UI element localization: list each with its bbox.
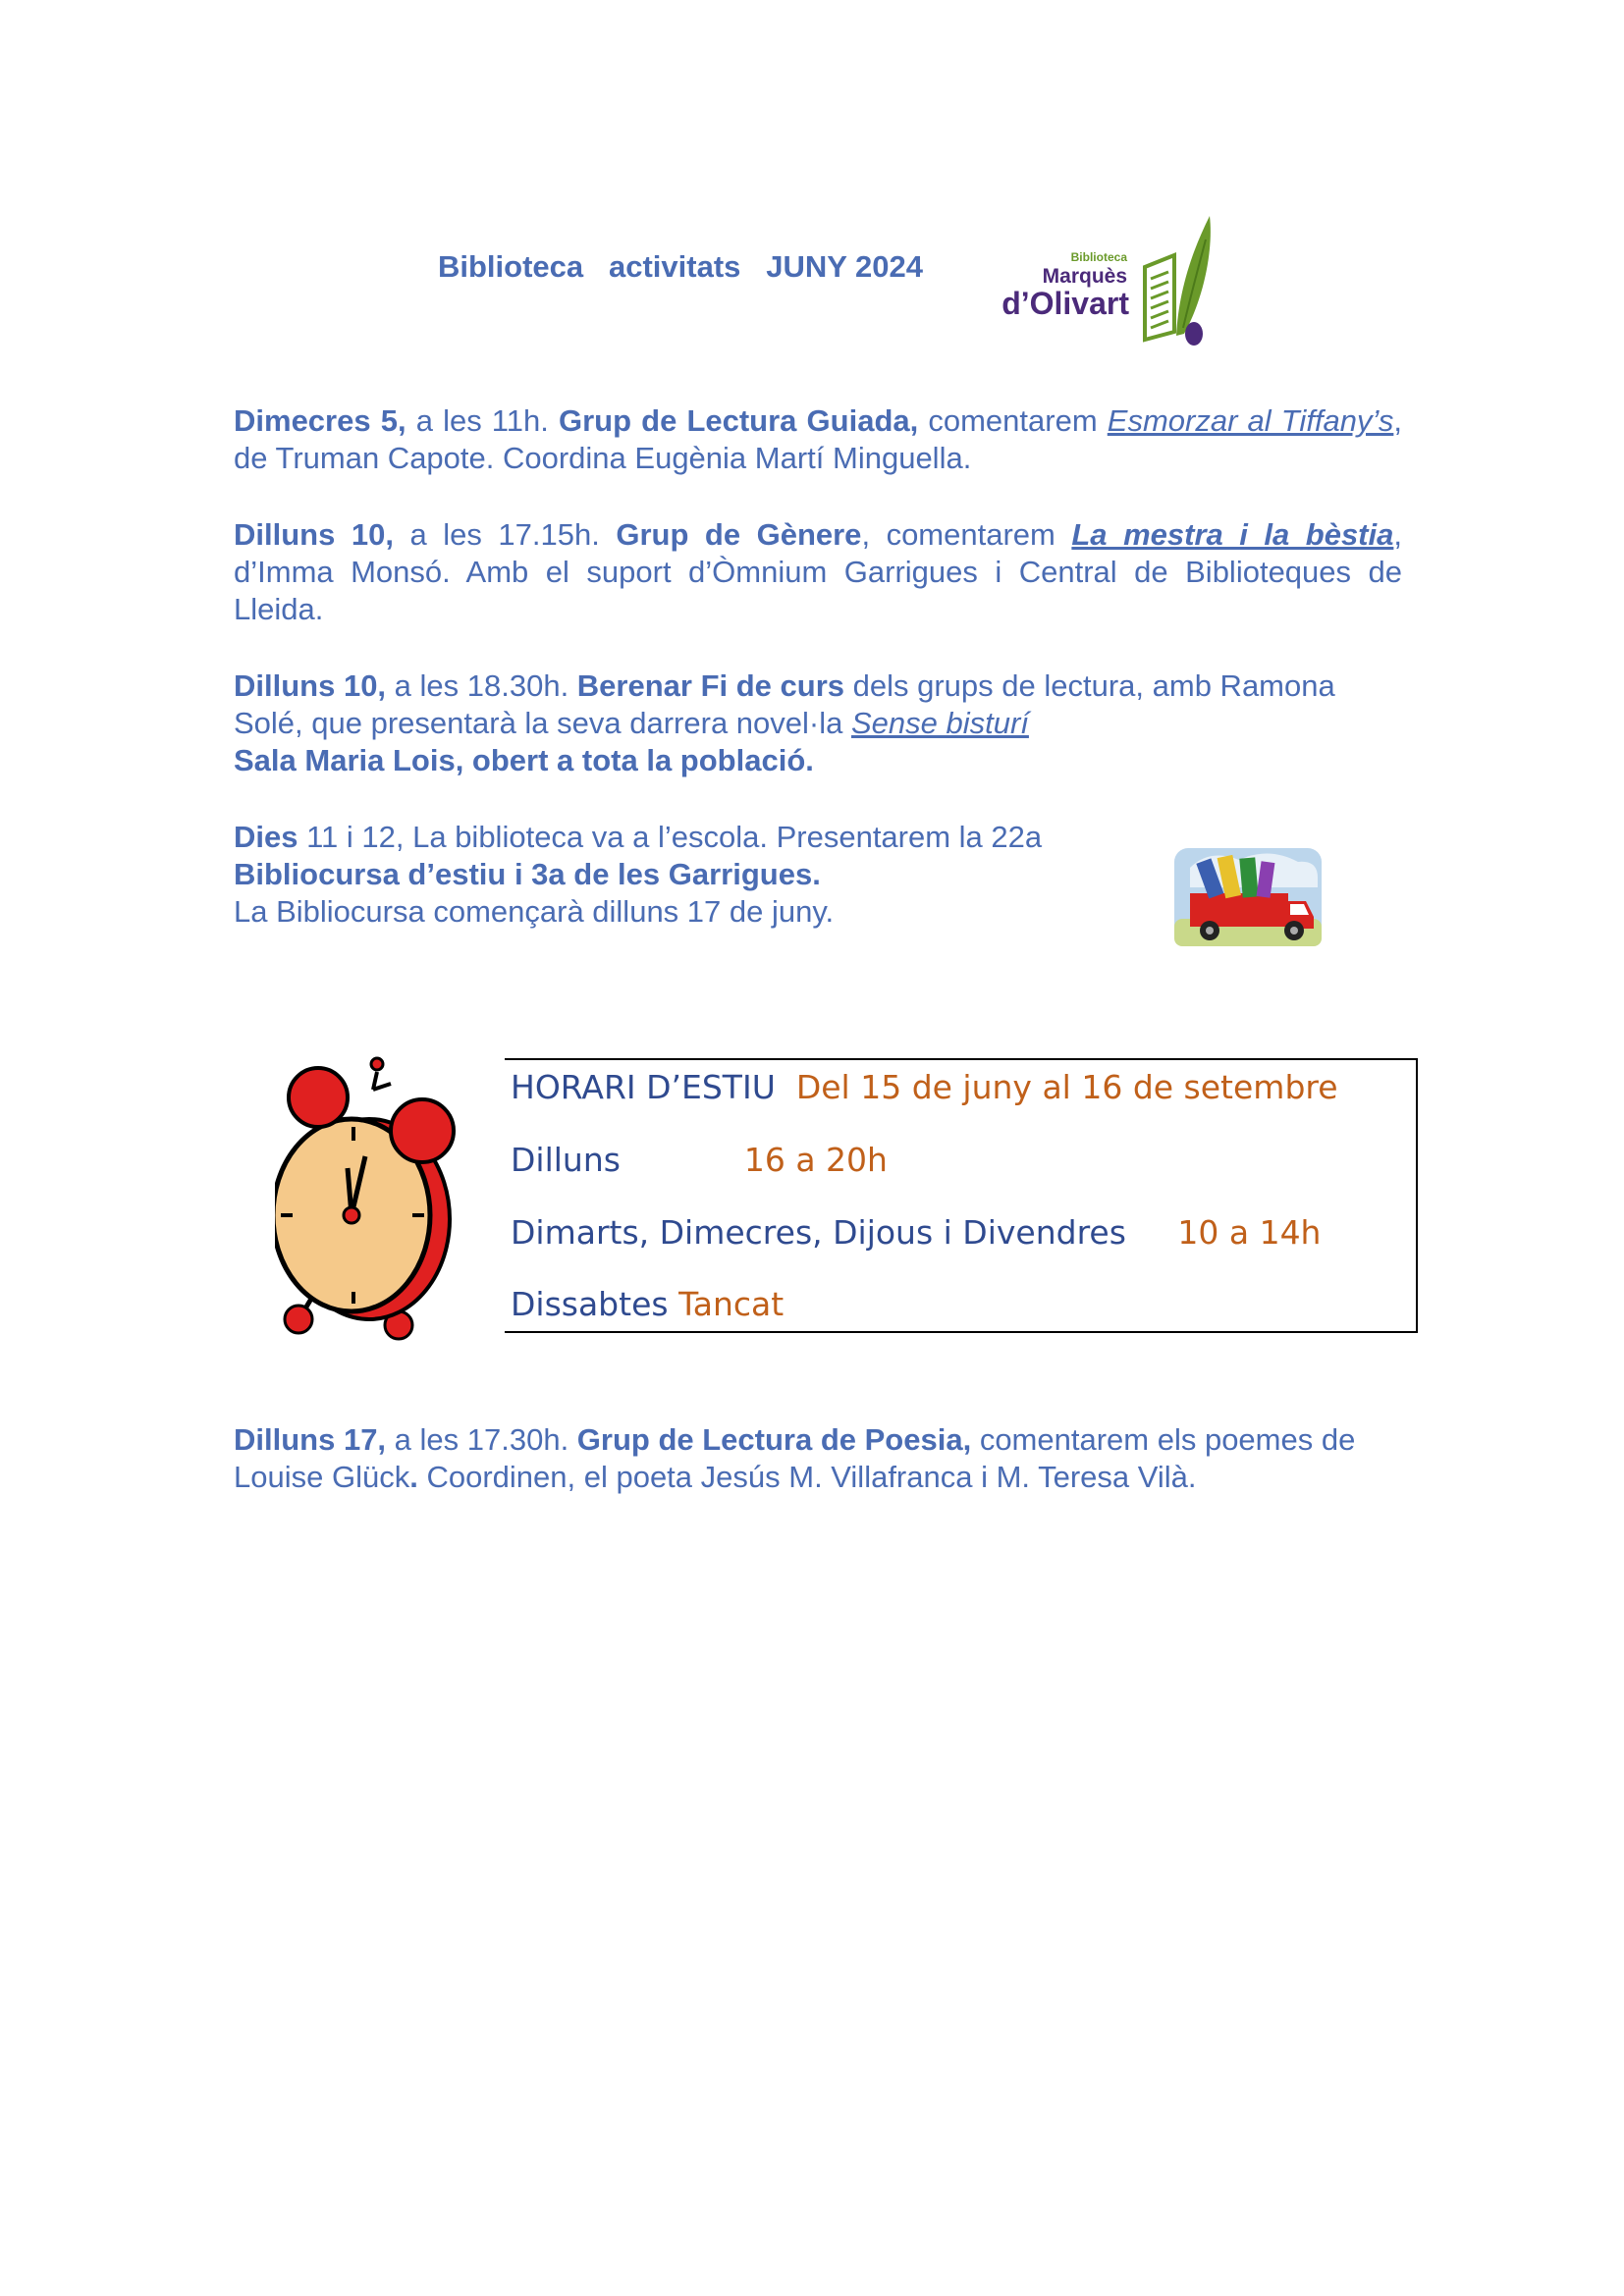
event-1-day: Dimecres 5,	[234, 403, 406, 438]
event-2-book-link[interactable]: La mestra i la bèstia	[1071, 517, 1394, 552]
title-part-1: Biblioteca	[438, 249, 584, 284]
event-1-text-2: , de Truman Capote. Coordina Eugènia Martí Minguella.	[234, 403, 1402, 475]
schedule-day: Dilluns	[511, 1141, 621, 1179]
event-1-name: Grup de Lectura Guiada,	[558, 403, 919, 438]
event-3-day: Dilluns 10,	[234, 668, 387, 703]
library-logo-icon	[982, 210, 1237, 347]
event-1	[234, 402, 1402, 477]
schedule-row-weekdays	[511, 1213, 1321, 1252]
event-3-book-link[interactable]: Sense bisturí	[850, 706, 1029, 740]
event-2-name: Grup de Gènere	[616, 517, 862, 552]
schedule-hours: Tancat	[678, 1285, 785, 1323]
event-1-book-link[interactable]: Esmorzar al Tiffany’s	[1107, 403, 1394, 438]
alarm-clock-icon	[275, 1050, 471, 1345]
event-5-day: Dilluns 17,	[234, 1422, 387, 1457]
schedule-dates: Del 15 de juny al 16 de setembre	[795, 1068, 1338, 1106]
event-5-name: Grup de Lectura de Poesia,	[576, 1422, 972, 1457]
event-3	[234, 667, 1402, 779]
title-part-3: JUNY 2024	[766, 249, 923, 284]
event-4-text: 11 i 12, La biblioteca va a l’escola. Presentarem la 22a	[298, 820, 1043, 854]
event-2-day: Dilluns 10,	[234, 517, 394, 552]
event-4	[234, 819, 1117, 931]
logo-line-3: d’Olivart	[1001, 286, 1129, 321]
schedule-day: Dissabtes	[511, 1285, 669, 1323]
page-title	[438, 249, 923, 285]
summer-schedule-box	[505, 1058, 1418, 1333]
logo-line-1: Biblioteca	[1070, 250, 1127, 264]
event-3-text: dels grups de lectura, amb Ramona Solé, que presentarà la seva darrera novel·la	[234, 668, 1335, 740]
schedule-label: HORARI D’ESTIU	[511, 1068, 776, 1106]
event-2	[234, 516, 1402, 628]
event-1-time: a les 11h.	[406, 403, 559, 438]
event-2-text-3: . Amb el suport d’Òmnium Garrigues i Central de Biblioteques de Lleida.	[234, 555, 1402, 626]
book-van-icon	[1170, 838, 1327, 956]
event-4-note: La Bibliocursa començarà dilluns 17 de juny.	[234, 894, 835, 929]
event-2-text-2: , d’Imma Monsó	[234, 517, 1402, 589]
event-4-day: Dies	[234, 820, 298, 854]
event-3-name: Berenar Fi de curs	[576, 668, 845, 703]
schedule-header	[511, 1068, 1338, 1106]
event-5	[234, 1421, 1402, 1496]
logo-line-2: Marquès	[1042, 265, 1127, 288]
event-5-text-2: Coordinen, el poeta Jesús M. Villafranca i M. Teresa Vilà.	[417, 1460, 1197, 1494]
schedule-day: Dimarts, Dimecres, Dijous i Divendres	[511, 1213, 1126, 1252]
event-1-text: comentarem	[918, 403, 1108, 438]
event-3-time: a les 18.30h.	[386, 668, 577, 703]
event-4-name: Bibliocursa d’estiu i 3a de les Garrigues.	[234, 857, 821, 891]
event-5-dot: .	[409, 1460, 418, 1494]
event-2-time: a les 17.15h.	[393, 517, 617, 552]
event-2-text: , comentarem	[861, 517, 1072, 552]
event-3-location: Sala Maria Lois, obert a tota la població.	[234, 743, 814, 777]
schedule-hours: 10 a 14h	[1177, 1213, 1322, 1252]
event-5-text: comentarem els poemes de Louise Glück	[234, 1422, 1356, 1494]
event-5-time: a les 17.30h.	[386, 1422, 577, 1457]
schedule-row-monday	[511, 1141, 888, 1179]
schedule-row-saturday	[511, 1285, 784, 1323]
title-part-2: activitats	[609, 249, 741, 284]
schedule-hours: 16 a 20h	[743, 1141, 888, 1179]
